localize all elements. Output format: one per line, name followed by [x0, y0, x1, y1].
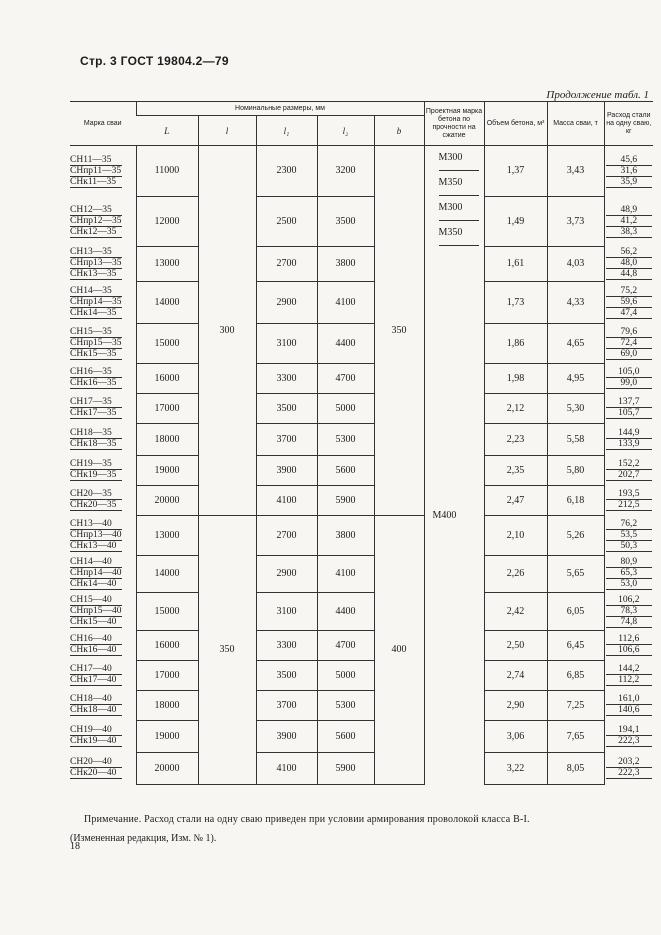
- steel-consumption-cell: [604, 323, 653, 363]
- pile-mark: СН14—35: [70, 286, 122, 297]
- steel-value: 105,7: [606, 408, 652, 419]
- length-l1-cell: 2900: [256, 281, 317, 323]
- steel-consumption-cell: [604, 423, 653, 455]
- table-row: [70, 630, 653, 660]
- pile-mark-cell: [70, 246, 136, 281]
- concrete-mark-cell: [424, 196, 484, 246]
- col-header-l2: l₂: [317, 116, 374, 146]
- pile-mass-cell: 6,85: [547, 660, 604, 690]
- pile-mark: СНпр13—40: [70, 529, 122, 540]
- table-row: [70, 660, 653, 690]
- steel-consumption-cell: [604, 592, 653, 630]
- length-l1-cell: 3500: [256, 393, 317, 423]
- pile-mass-cell: 7,65: [547, 720, 604, 752]
- table-row: [70, 246, 653, 281]
- steel-consumption-cell: [604, 196, 653, 246]
- pile-mark-cell: [70, 363, 136, 393]
- length-l2-cell: 4700: [317, 363, 374, 393]
- steel-value: 45,6: [606, 155, 652, 166]
- concrete-volume-cell: 3,06: [484, 720, 547, 752]
- pile-mass-cell: 6,45: [547, 630, 604, 660]
- length-L-cell: 18000: [136, 690, 198, 720]
- steel-value: 133,9: [606, 439, 652, 450]
- steel-value: 59,6: [606, 297, 652, 308]
- steel-value: 78,3: [606, 606, 652, 617]
- pile-mark: СН11—35: [70, 155, 122, 166]
- pile-mark: СН16—40: [70, 634, 122, 645]
- concrete-mark-cell: [424, 146, 484, 197]
- concrete-volume-cell: 1,61: [484, 246, 547, 281]
- length-l1-cell: 2700: [256, 515, 317, 555]
- concrete-mark: М350: [439, 221, 479, 246]
- steel-value: 31,6: [606, 166, 652, 177]
- pile-mass-cell: 5,26: [547, 515, 604, 555]
- pile-mass-cell: 7,25: [547, 690, 604, 720]
- pile-mark: СНк17—35: [70, 408, 122, 419]
- pile-mark: СНк17—40: [70, 675, 122, 686]
- pile-mark: СНк14—35: [70, 308, 122, 319]
- length-l1-cell: 3300: [256, 630, 317, 660]
- pile-mark: СНк13—40: [70, 541, 122, 552]
- pile-mass-cell: 4,95: [547, 363, 604, 393]
- concrete-mark: М300: [439, 146, 479, 171]
- pile-mark: СНк20—40: [70, 768, 122, 779]
- length-l2-cell: 5000: [317, 393, 374, 423]
- concrete-volume-cell: 2,90: [484, 690, 547, 720]
- steel-value: 144,9: [606, 428, 652, 439]
- length-l2-cell: 3800: [317, 246, 374, 281]
- col-header-mark: Марка сваи: [70, 102, 136, 146]
- length-l2-cell: 3800: [317, 515, 374, 555]
- steel-value: 152,2: [606, 459, 652, 470]
- pile-mark: СН17—35: [70, 397, 122, 408]
- page-header: Стр. 3 ГОСТ 19804.2—79: [80, 54, 229, 68]
- concrete-volume-cell: 2,42: [484, 592, 547, 630]
- concrete-volume-cell: 2,35: [484, 455, 547, 485]
- table-row: [70, 485, 653, 515]
- col-header-l1: l₁: [256, 116, 317, 146]
- pile-mark: СН18—35: [70, 428, 122, 439]
- length-L-cell: 14000: [136, 555, 198, 592]
- length-L-cell: 13000: [136, 246, 198, 281]
- length-l1-cell: 3100: [256, 592, 317, 630]
- table-body: [70, 146, 653, 785]
- steel-value: 56,2: [606, 247, 652, 258]
- col-header-steel: Расход стали на одну сваю, кг: [604, 102, 653, 146]
- length-l1-cell: 3100: [256, 323, 317, 363]
- pile-mark: СНк19—35: [70, 470, 122, 481]
- length-l1-cell: 2300: [256, 146, 317, 197]
- steel-consumption-cell: [604, 515, 653, 555]
- pile-mark: СНк14—40: [70, 579, 122, 590]
- steel-value: 80,9: [606, 557, 652, 568]
- steel-value: 74,8: [606, 617, 652, 628]
- pile-dimensions-table: [70, 101, 653, 785]
- concrete-volume-cell: 1,49: [484, 196, 547, 246]
- pile-mark: СН16—35: [70, 367, 122, 378]
- pile-mark-cell: [70, 455, 136, 485]
- pile-mass-cell: 4,33: [547, 281, 604, 323]
- steel-value: 99,0: [606, 378, 652, 389]
- col-header-b: b: [374, 116, 424, 146]
- concrete-volume-cell: 3,22: [484, 752, 547, 784]
- width-b-cell: 350: [374, 146, 424, 516]
- concrete-mark-cell: М400: [424, 246, 484, 784]
- steel-value: 161,0: [606, 694, 652, 705]
- pile-mark: СН12—35: [70, 205, 122, 216]
- pile-mark-cell: [70, 146, 136, 197]
- length-l1-cell: 3900: [256, 455, 317, 485]
- pile-mark: СНк16—40: [70, 645, 122, 656]
- length-L-cell: 17000: [136, 660, 198, 690]
- pile-mark-cell: [70, 515, 136, 555]
- length-l2-cell: 4700: [317, 630, 374, 660]
- pile-mark: СН19—40: [70, 725, 122, 736]
- table-row: [70, 146, 653, 197]
- length-l1-cell: 2700: [256, 246, 317, 281]
- pile-mass-cell: 5,58: [547, 423, 604, 455]
- pile-mark: СНк11—35: [70, 177, 122, 188]
- table-row: [70, 455, 653, 485]
- steel-value: 47,4: [606, 308, 652, 319]
- length-l2-cell: 4400: [317, 592, 374, 630]
- pile-mass-cell: 3,73: [547, 196, 604, 246]
- table-row: [70, 690, 653, 720]
- pile-mark: СНпр12—35: [70, 215, 122, 226]
- pile-mark: СН13—40: [70, 519, 122, 530]
- col-header-L: L: [136, 116, 198, 146]
- steel-value: 38,3: [606, 227, 652, 238]
- steel-consumption-cell: [604, 363, 653, 393]
- length-L-cell: 15000: [136, 592, 198, 630]
- pile-mark-cell: [70, 592, 136, 630]
- pile-mark-cell: [70, 630, 136, 660]
- amendment-note: (Измененная редакция, Изм. № 1).: [70, 833, 217, 844]
- pile-mark-cell: [70, 485, 136, 515]
- table-row: [70, 323, 653, 363]
- length-l-cell: 300: [198, 146, 256, 516]
- length-l2-cell: 3200: [317, 146, 374, 197]
- table-row: [70, 363, 653, 393]
- pile-mark-cell: [70, 752, 136, 784]
- pile-mass-cell: 4,03: [547, 246, 604, 281]
- concrete-mark: М350: [439, 171, 479, 196]
- steel-value: 202,7: [606, 470, 652, 481]
- pile-mark: СНк19—40: [70, 736, 122, 747]
- steel-value: 106,6: [606, 645, 652, 656]
- steel-consumption-cell: [604, 246, 653, 281]
- pile-mark: СНпр13—35: [70, 258, 122, 268]
- length-l2-cell: 5900: [317, 752, 374, 784]
- table-continuation-label: Продолжение табл. 1: [546, 89, 649, 101]
- steel-value: 79,6: [606, 327, 652, 338]
- steel-value: 105,0: [606, 367, 652, 378]
- pile-mass-cell: 5,65: [547, 555, 604, 592]
- pile-mark: СНк18—40: [70, 705, 122, 716]
- steel-value: 53,5: [606, 530, 652, 541]
- pile-mark-cell: [70, 393, 136, 423]
- pile-mark: СНпр11—35: [70, 165, 122, 176]
- table-row: [70, 592, 653, 630]
- length-L-cell: 20000: [136, 752, 198, 784]
- length-l1-cell: 3700: [256, 690, 317, 720]
- table-note: Примечание. Расход стали на одну сваю приведен при условии армирования проволокой класса В-I.: [84, 814, 530, 825]
- pile-mark: СН15—40: [70, 595, 122, 606]
- pile-mark: СНк15—40: [70, 617, 122, 628]
- length-l2-cell: 4400: [317, 323, 374, 363]
- steel-value: 203,2: [606, 757, 652, 768]
- pile-mark-cell: [70, 690, 136, 720]
- pile-mark: СН18—40: [70, 694, 122, 705]
- pile-mark: СНпр15—40: [70, 605, 122, 616]
- steel-value: 65,3: [606, 568, 652, 579]
- concrete-volume-cell: 1,86: [484, 323, 547, 363]
- length-l2-cell: 4100: [317, 281, 374, 323]
- length-l1-cell: 4100: [256, 752, 317, 784]
- table-row: [70, 555, 653, 592]
- length-L-cell: 20000: [136, 485, 198, 515]
- pile-mark: СН15—35: [70, 327, 122, 338]
- table-row: [70, 393, 653, 423]
- pile-mark: СН17—40: [70, 664, 122, 675]
- length-L-cell: 19000: [136, 720, 198, 752]
- steel-value: 76,2: [606, 519, 652, 530]
- pile-mark: СН13—35: [70, 247, 122, 258]
- steel-consumption-cell: [604, 455, 653, 485]
- length-L-cell: 15000: [136, 323, 198, 363]
- pile-mark-cell: [70, 423, 136, 455]
- steel-value: 106,2: [606, 595, 652, 606]
- col-header-mass: Масса сваи, т: [547, 102, 604, 146]
- width-b-cell: 400: [374, 515, 424, 784]
- table-row: [70, 515, 653, 555]
- pile-mark: СН20—35: [70, 489, 122, 500]
- pile-mark: СНк15—35: [70, 349, 122, 360]
- concrete-volume-cell: 2,23: [484, 423, 547, 455]
- col-header-concrete: Проектная марка бетона по прочности на сжатие: [424, 102, 484, 146]
- length-L-cell: 19000: [136, 455, 198, 485]
- length-L-cell: 17000: [136, 393, 198, 423]
- pile-mark: СНк13—35: [70, 269, 122, 280]
- pile-mark-cell: [70, 281, 136, 323]
- steel-value: 222,3: [606, 768, 652, 779]
- steel-value: 48,9: [606, 205, 652, 216]
- steel-value: 222,3: [606, 736, 652, 747]
- length-l1-cell: 2500: [256, 196, 317, 246]
- steel-value: 144,2: [606, 664, 652, 675]
- length-l-cell: 350: [198, 515, 256, 784]
- pile-mark-cell: [70, 323, 136, 363]
- length-l2-cell: 5600: [317, 720, 374, 752]
- pile-mark-cell: [70, 555, 136, 592]
- length-l1-cell: 3700: [256, 423, 317, 455]
- pile-mass-cell: 3,43: [547, 146, 604, 197]
- steel-consumption-cell: [604, 720, 653, 752]
- page-number: 18: [70, 841, 80, 852]
- steel-value: 35,9: [606, 177, 652, 188]
- length-L-cell: 16000: [136, 630, 198, 660]
- pile-mark: СН20—40: [70, 757, 122, 768]
- steel-consumption-cell: [604, 690, 653, 720]
- concrete-volume-cell: 2,10: [484, 515, 547, 555]
- steel-consumption-cell: [604, 630, 653, 660]
- pile-mass-cell: 5,30: [547, 393, 604, 423]
- pile-mark: СНпр14—35: [70, 296, 122, 307]
- table-row: [70, 196, 653, 246]
- pile-mass-cell: 8,05: [547, 752, 604, 784]
- length-L-cell: 11000: [136, 146, 198, 197]
- length-L-cell: 14000: [136, 281, 198, 323]
- col-header-volume: Объем бетона, м³: [484, 102, 547, 146]
- length-l2-cell: 5600: [317, 455, 374, 485]
- length-L-cell: 16000: [136, 363, 198, 393]
- steel-value: 50,3: [606, 541, 652, 552]
- length-l2-cell: 3500: [317, 196, 374, 246]
- steel-consumption-cell: [604, 660, 653, 690]
- length-l1-cell: 3300: [256, 363, 317, 393]
- pile-mark-cell: [70, 720, 136, 752]
- steel-value: 193,5: [606, 489, 652, 500]
- concrete-mark: М300: [439, 196, 479, 221]
- pile-mass-cell: 4,65: [547, 323, 604, 363]
- steel-value: 112,2: [606, 675, 652, 686]
- pile-mark-cell: [70, 660, 136, 690]
- length-l1-cell: 3900: [256, 720, 317, 752]
- steel-value: 72,4: [606, 338, 652, 349]
- table-row: [70, 281, 653, 323]
- length-L-cell: 18000: [136, 423, 198, 455]
- pile-mass-cell: 6,18: [547, 485, 604, 515]
- length-l2-cell: 5300: [317, 423, 374, 455]
- steel-value: 69,0: [606, 349, 652, 360]
- length-l2-cell: 4100: [317, 555, 374, 592]
- steel-consumption-cell: [604, 393, 653, 423]
- concrete-volume-cell: 2,12: [484, 393, 547, 423]
- length-L-cell: 13000: [136, 515, 198, 555]
- concrete-volume-cell: 1,73: [484, 281, 547, 323]
- concrete-volume-cell: 1,98: [484, 363, 547, 393]
- steel-value: 137,7: [606, 397, 652, 408]
- length-l1-cell: 4100: [256, 485, 317, 515]
- steel-value: 212,5: [606, 500, 652, 511]
- pile-mass-cell: 5,80: [547, 455, 604, 485]
- pile-mark: СН19—35: [70, 459, 122, 470]
- pile-mark: СНк18—35: [70, 439, 122, 450]
- length-l2-cell: 5300: [317, 690, 374, 720]
- table-row: [70, 752, 653, 784]
- steel-value: 75,2: [606, 286, 652, 297]
- steel-value: 53,0: [606, 579, 652, 590]
- steel-consumption-cell: [604, 485, 653, 515]
- pile-mark: СНк20—35: [70, 500, 122, 511]
- steel-consumption-cell: [604, 752, 653, 784]
- col-header-dimensions: Номинальные размеры, мм: [136, 102, 424, 116]
- steel-consumption-cell: [604, 555, 653, 592]
- length-l1-cell: 2900: [256, 555, 317, 592]
- col-header-l: l: [198, 116, 256, 146]
- steel-value: 140,6: [606, 705, 652, 716]
- concrete-volume-cell: 2,50: [484, 630, 547, 660]
- pile-mass-cell: 6,05: [547, 592, 604, 630]
- length-L-cell: 12000: [136, 196, 198, 246]
- pile-mark: СН14—40: [70, 557, 122, 568]
- pile-mark: СНпр14—40: [70, 568, 122, 578]
- steel-consumption-cell: [604, 146, 653, 197]
- table-row: [70, 720, 653, 752]
- pile-mark-cell: [70, 196, 136, 246]
- concrete-volume-cell: 2,26: [484, 555, 547, 592]
- pile-mark: СНпр15—35: [70, 337, 122, 348]
- length-l2-cell: 5900: [317, 485, 374, 515]
- steel-value: 194,1: [606, 725, 652, 736]
- pile-mark: СНк12—35: [70, 227, 122, 238]
- steel-value: 48,0: [606, 258, 652, 269]
- pile-mark: СНк16—35: [70, 378, 122, 389]
- table-row: [70, 423, 653, 455]
- length-l1-cell: 3500: [256, 660, 317, 690]
- concrete-volume-cell: 2,47: [484, 485, 547, 515]
- concrete-volume-cell: 2,74: [484, 660, 547, 690]
- steel-value: 112,6: [606, 634, 652, 645]
- steel-consumption-cell: [604, 281, 653, 323]
- concrete-volume-cell: 1,37: [484, 146, 547, 197]
- steel-value: 44,8: [606, 269, 652, 280]
- length-l2-cell: 5000: [317, 660, 374, 690]
- steel-value: 41,2: [606, 216, 652, 227]
